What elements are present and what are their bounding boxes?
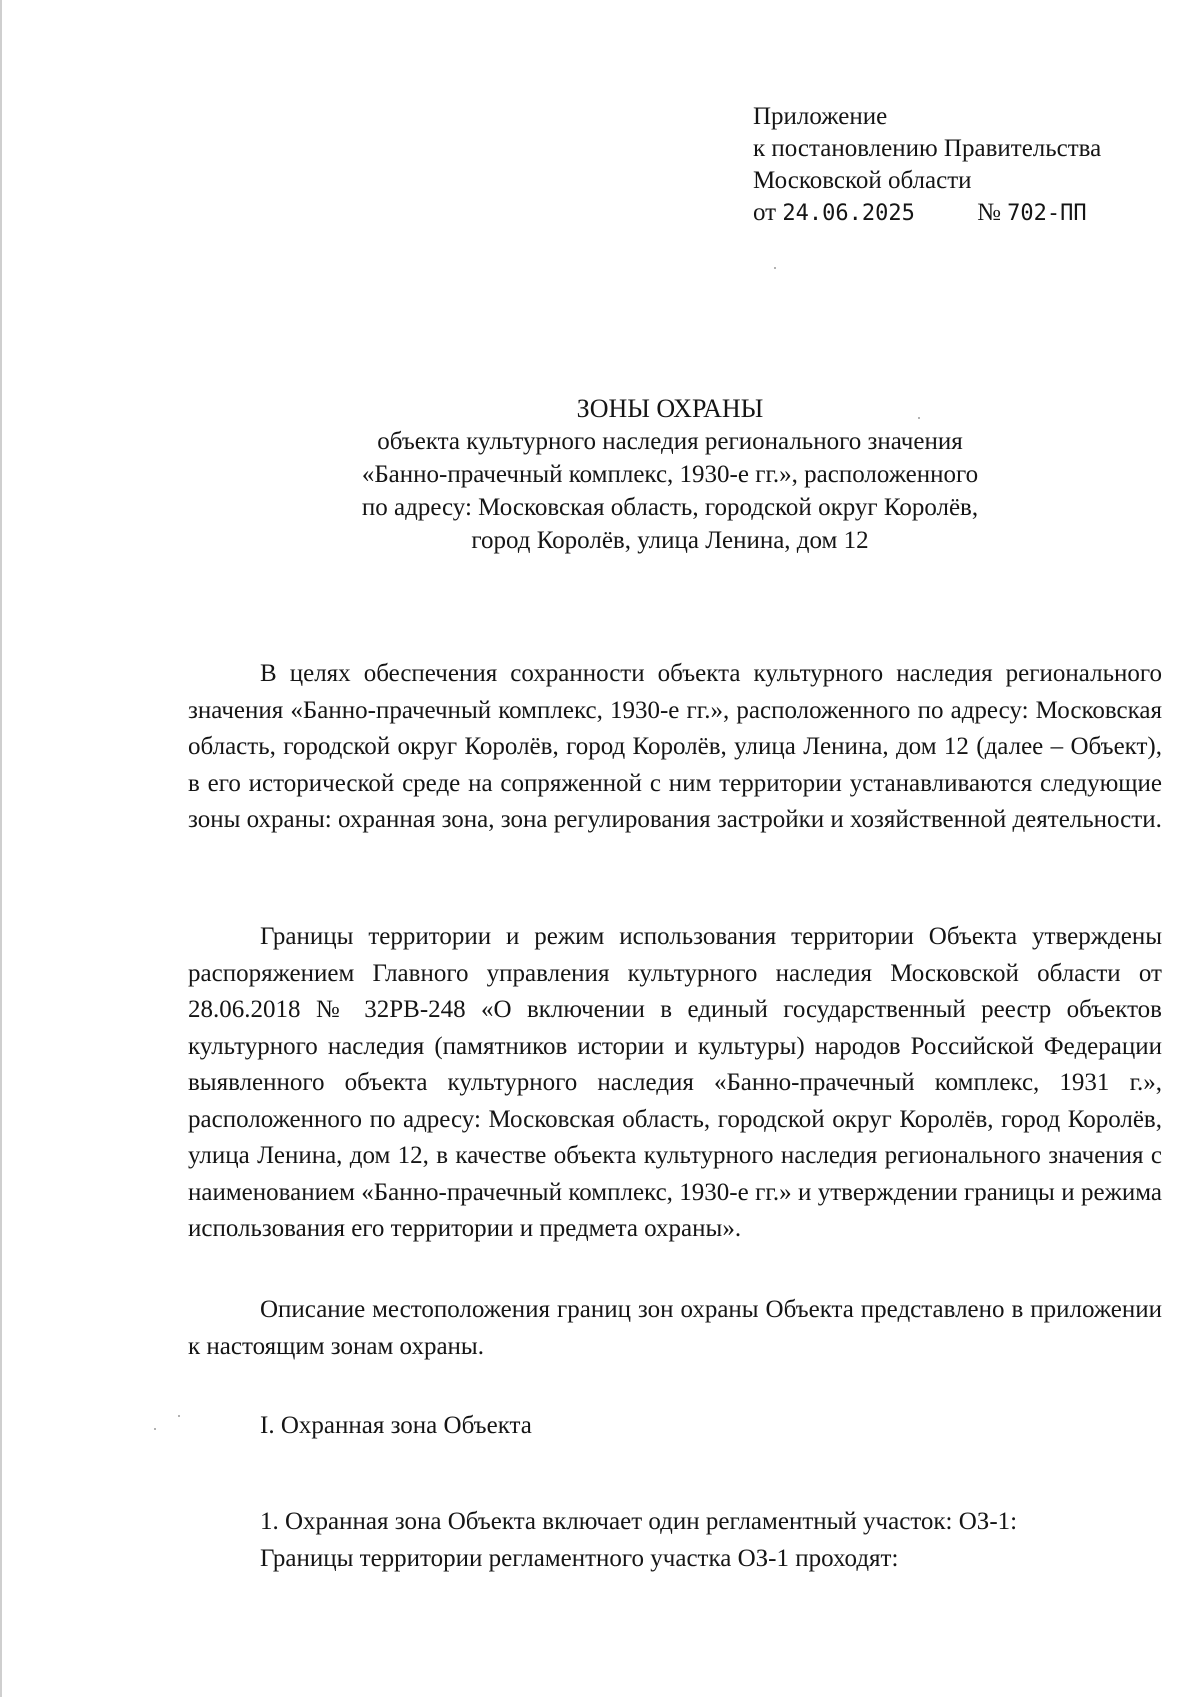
body-paragraph-3: Описание местоположения границ зон охраны Объекта представлено в приложении к настоящим зонам охраны.	[188, 1296, 1162, 1360]
appendix-decree-line: к постановлению Правительства	[753, 135, 1102, 162]
title-line-2: «Банно-прачечный комплекс, 1930-е гг.», расположенного	[361, 461, 979, 488]
body-paragraph-2: Границы территории и режим использования территории Объекта утверждены распоряжением Главного управления культурного наследия Московской области от 28.06.2018 № 32РВ-248 «О включении в единый государственный реестр объектов культурного наследия (памятников истории и культуры) народов Российской Федерации выявленного объекта культурного наследия «Банно-прачечный комплекс, 1931 г.», расположенного по адресу: Московская область, городской округ Королёв, город Королёв, улица Ленина, дом 12, в качестве объекта культурного наследия регионального значения с наименованием «Банно-прачечный комплекс, 1930-е гг.» и утверждении границы и режима использования его территории и предмета охраны».	[188, 923, 1162, 1242]
scan-speck	[154, 1428, 156, 1430]
scan-speck	[178, 1415, 180, 1417]
scan-speck	[918, 417, 920, 419]
document-title: ЗОНЫ ОХРАНЫ	[576, 394, 764, 423]
title-line-3: по адресу: Московская область, городской округ Королёв,	[361, 494, 979, 521]
scan-speck	[774, 267, 776, 269]
title-line-4: город Королёв, улица Ленина, дом 12	[471, 527, 869, 554]
appendix-region-line: Московской области	[753, 167, 972, 194]
decree-number: 702-ПП	[1007, 201, 1087, 226]
section-heading: I. Охранная зона Объекта	[260, 1412, 532, 1439]
appendix-header	[753, 101, 1101, 230]
title-line-1: объекта культурного наследия регионального значения	[377, 428, 963, 455]
appendix-date-number-line	[753, 197, 1101, 230]
page-edge-shadow	[0, 0, 2, 1697]
body-paragraph-1: В целях обеспечения сохранности объекта культурного наследия регионального значения «Банно-прачечный комплекс, 1930-е гг.», расположенного по адресу: Московская область, городской округ Королёв, город Королёв, улица Ленина, дом 12 (далее – Объект), в его исторической среде на сопряженной с ним территории устанавливаются следующие зоны охраны: охранная зона, зона регулирования застройки и хозяйственной деятельности.	[188, 660, 1162, 833]
decree-date: 24.06.2025	[782, 201, 915, 226]
number-prefix: №	[977, 199, 1001, 226]
document-title-block	[250, 392, 1090, 557]
appendix-label: Приложение	[753, 103, 888, 130]
section-item-1: 1. Охранная зона Объекта включает один регламентный участок: ОЗ-1:	[260, 1508, 1018, 1535]
date-prefix: от	[753, 199, 777, 226]
section-item-2: Границы территории регламентного участка ОЗ-1 проходят:	[260, 1545, 899, 1572]
